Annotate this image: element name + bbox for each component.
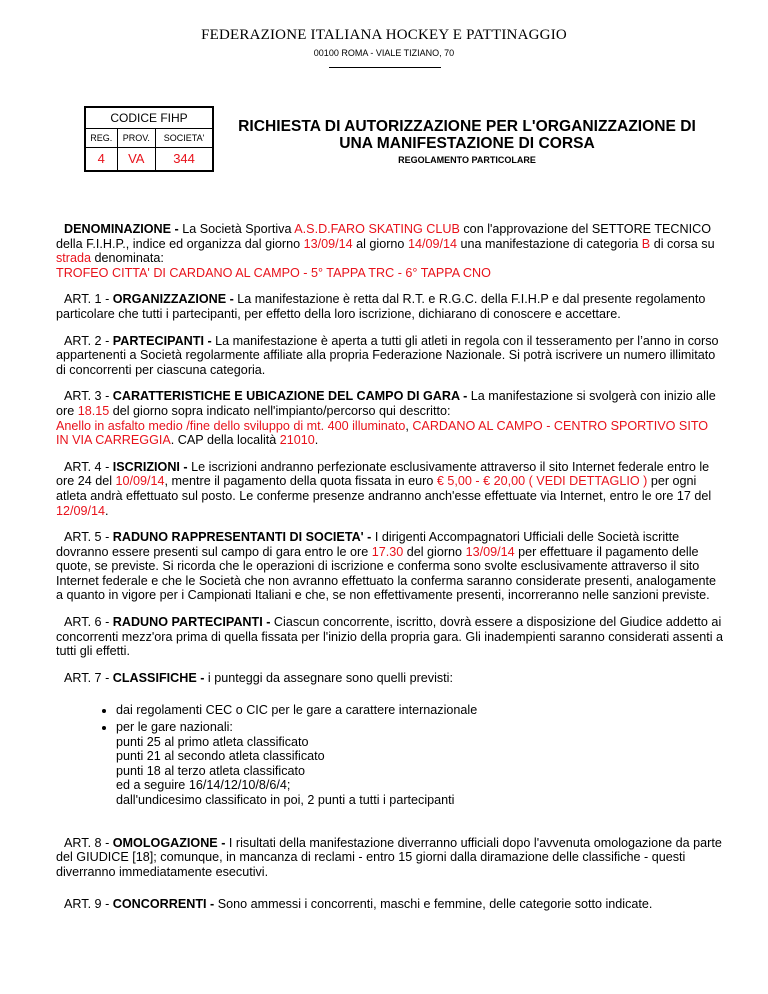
regulation-body [56, 222, 724, 924]
text-span: , [405, 418, 413, 433]
denominazione-label: DENOMINAZIONE - [64, 222, 179, 236]
text-span: per ogni atleta andrà effettuato sul posto. Le conferme presenze andranno anch'esse effettuate via Internet, entro le ore 17 del [56, 474, 712, 503]
list-item [116, 720, 724, 808]
art5-paragraph [56, 530, 724, 603]
code-header-societa: SOCIETA' [156, 129, 213, 148]
confirmation-date: 12/09/14 [56, 503, 106, 518]
track-description: Anello in asfalto medio /fine dello sviluppo di mt. 400 illuminato [56, 418, 406, 433]
meeting-date: 13/09/14 [465, 544, 515, 559]
article-number: ART. 6 - [64, 615, 113, 630]
art9-paragraph [56, 897, 724, 912]
article-text: La manifestazione è retta dal R.T. e R.G.C. della F.I.H.P e dal presente regolamento particolare che tutti i partecipanti, per effetto della loro iscrizione, dichiarano di conoscere e accettare. [56, 292, 706, 321]
code-value-prov: VA [117, 148, 156, 171]
text-span: con l'approvazione del SETTORE TECNICO della F.I.H.P., indice ed organizza dal giorno [56, 222, 712, 251]
text-span: al giorno [352, 236, 408, 251]
list-line: punti 25 al primo atleta classificato [116, 734, 309, 749]
date-from: 13/09/14 [303, 236, 353, 251]
text-span: La manifestazione si svolgerà con inizio alle ore [56, 389, 716, 418]
meeting-time: 17.30 [371, 544, 404, 559]
article-label: PARTECIPANTI - [112, 333, 212, 348]
text-span: una manifestazione di categoria [456, 236, 642, 251]
text-span: di corsa su [650, 236, 715, 251]
article-number: ART. 3 - [64, 389, 113, 404]
article-number: ART. 1 - [64, 292, 113, 307]
list-item: • dai regolamenti CEC o CIC per le gare a carattere internazionale [116, 703, 724, 718]
text-span: per effettuare il pagamento delle quote, se previste. Si ricorda che le operazioni di iscrizione e conferma sono svolte esclusivamente attraverso il sito Internet federale e che le Società che non avranno effettuato la conferma saranno considerate presenti, analogamente a quanto in vigore per i Campionati Italiani e che, se non effettivamente presenti, incorreranno nelle sanzioni previste. [56, 544, 716, 603]
text-span: , mentre il pagamento della quota fissata in euro [164, 474, 437, 489]
list-line: dall'undicesimo classificato in poi, 2 punti a tutti i partecipanti [116, 793, 455, 807]
article-number: ART. 2 - [64, 333, 113, 348]
article-text: I risultati della manifestazione diverranno ufficiali dopo l'avvenuta omologazione da parte del GIUDICE [18]; comunque, in mancanza di reclami - entro 15 giorni dalla diramazione delle classifiche - questi diverranno immediatamente esecutivi. [56, 835, 722, 879]
event-name: TROFEO CITTA' DI CARDANO AL CAMPO - 5° TAPPA TRC - 6° TAPPA CNO [56, 265, 491, 280]
art8-paragraph [56, 836, 724, 880]
article-label: CARATTERISTICHE E UBICAZIONE DEL CAMPO DI GARA - [112, 389, 468, 404]
article-label: ISCRIZIONI - [112, 459, 188, 474]
federation-name: FEDERAZIONE ITALIANA HOCKEY E PATTINAGGIO [201, 27, 567, 43]
event-surface: strada [56, 251, 92, 266]
postal-code: 21010 [279, 433, 315, 448]
article-text: Sono ammessi i concorrenti, maschi e femmine, delle categorie sotto indicate. [214, 897, 653, 912]
art1-paragraph [56, 292, 724, 321]
list-line: punti 18 al terzo atleta classificato [116, 763, 306, 778]
text-span: del giorno sopra indicato nell'impianto/percorso qui descritto: [109, 403, 451, 418]
venue-location: CARDANO AL CAMPO - CENTRO SPORTIVO SITO IN VIA CARREGGIA [56, 418, 709, 448]
article-label: CONCORRENTI - [112, 897, 215, 912]
start-time: 18.15 [77, 403, 110, 418]
text-span: Le iscrizioni andranno perfezionate esclusivamente attraverso il sito Internet federale entro le ore 24 del [56, 459, 710, 489]
code-header-prov: PROV. [117, 129, 156, 148]
code-header-reg: REG. [86, 129, 118, 148]
art3-paragraph [56, 389, 724, 447]
article-number: ART. 5 - [64, 530, 113, 545]
list-line: punti 21 al secondo atleta classificato [116, 749, 325, 764]
code-box-title: CODICE FIHP [86, 108, 213, 129]
art2-paragraph [56, 334, 724, 378]
article-label: RADUNO RAPPRESENTANTI DI SOCIETA' - [112, 530, 372, 545]
federation-address: 00100 ROMA - VIALE TIZIANO, 70 [313, 48, 455, 58]
art7-paragraph [56, 671, 724, 686]
date-to: 14/09/14 [407, 236, 457, 251]
article-label: RADUNO PARTECIPANTI - [112, 615, 271, 630]
art4-paragraph [56, 460, 724, 518]
document-subtitle: REGOLAMENTO PARTICOLARE [398, 155, 536, 165]
article-text: La manifestazione è aperta a tutti gli atleti in regola con il tesseramento per l’anno in corso appartenenti a Società regolarmente affiliate alla propria Federazione Nazionale. Si potrà iscrivere un numero illimitato di concorrenti per ciascuna categoria. [56, 333, 719, 377]
text-span: La Società Sportiva [178, 222, 295, 236]
code-value-reg: 4 [86, 148, 118, 171]
text-span: . [105, 503, 109, 518]
text-span: denominata: [91, 251, 164, 266]
art6-paragraph [56, 615, 724, 659]
event-category: B [641, 236, 651, 251]
header-divider [329, 67, 441, 68]
text-span: . [314, 433, 319, 448]
article-text: Ciascun concorrente, iscritto, dovrà essere a disposizione del Giudice addetto ai concorrenti mezz'ora prima di quella fissata per l'inizio della propria gara. Gli inadempienti saranno considerati assenti a tutti gli effetti. [56, 615, 724, 659]
list-line: ed a seguire 16/14/12/10/8/6/4; [116, 778, 291, 793]
registration-fee: € 5,00 - € 20,00 ( VEDI DETTAGLIO ) [436, 474, 648, 489]
code-value-societa: 344 [156, 148, 213, 171]
article-label: OMOLOGAZIONE - [112, 835, 226, 850]
denominazione-paragraph [56, 222, 724, 280]
article-number: ART. 7 - [64, 670, 113, 685]
registration-deadline: 10/09/14 [115, 474, 165, 489]
list-line: per le gare nazionali: [116, 720, 233, 735]
article-label: CLASSIFICHE - [112, 670, 205, 685]
points-list [56, 703, 724, 807]
document-title: RICHIESTA DI AUTORIZZAZIONE PER L'ORGANIZZAZIONE DI UNA MANIFESTAZIONE DI CORSA [238, 118, 696, 152]
text-span: . CAP della località [170, 433, 280, 448]
club-name: A.S.D.FARO SKATING CLUB [294, 222, 460, 236]
article-label: ORGANIZZAZIONE - [112, 292, 234, 307]
text-span: del giorno [403, 544, 466, 559]
article-number: ART. 4 - [64, 459, 113, 474]
text-span: I dirigenti Accompagnatori Ufficiali delle Società iscritte dovranno essere presenti sul campo di gara entro le ore [56, 530, 680, 559]
article-number: ART. 8 - [64, 835, 113, 850]
fihp-code-box [84, 106, 214, 172]
article-number: ART. 9 - [64, 897, 113, 912]
article-text: i punteggi da assegnare sono quelli previsti: [204, 670, 453, 685]
